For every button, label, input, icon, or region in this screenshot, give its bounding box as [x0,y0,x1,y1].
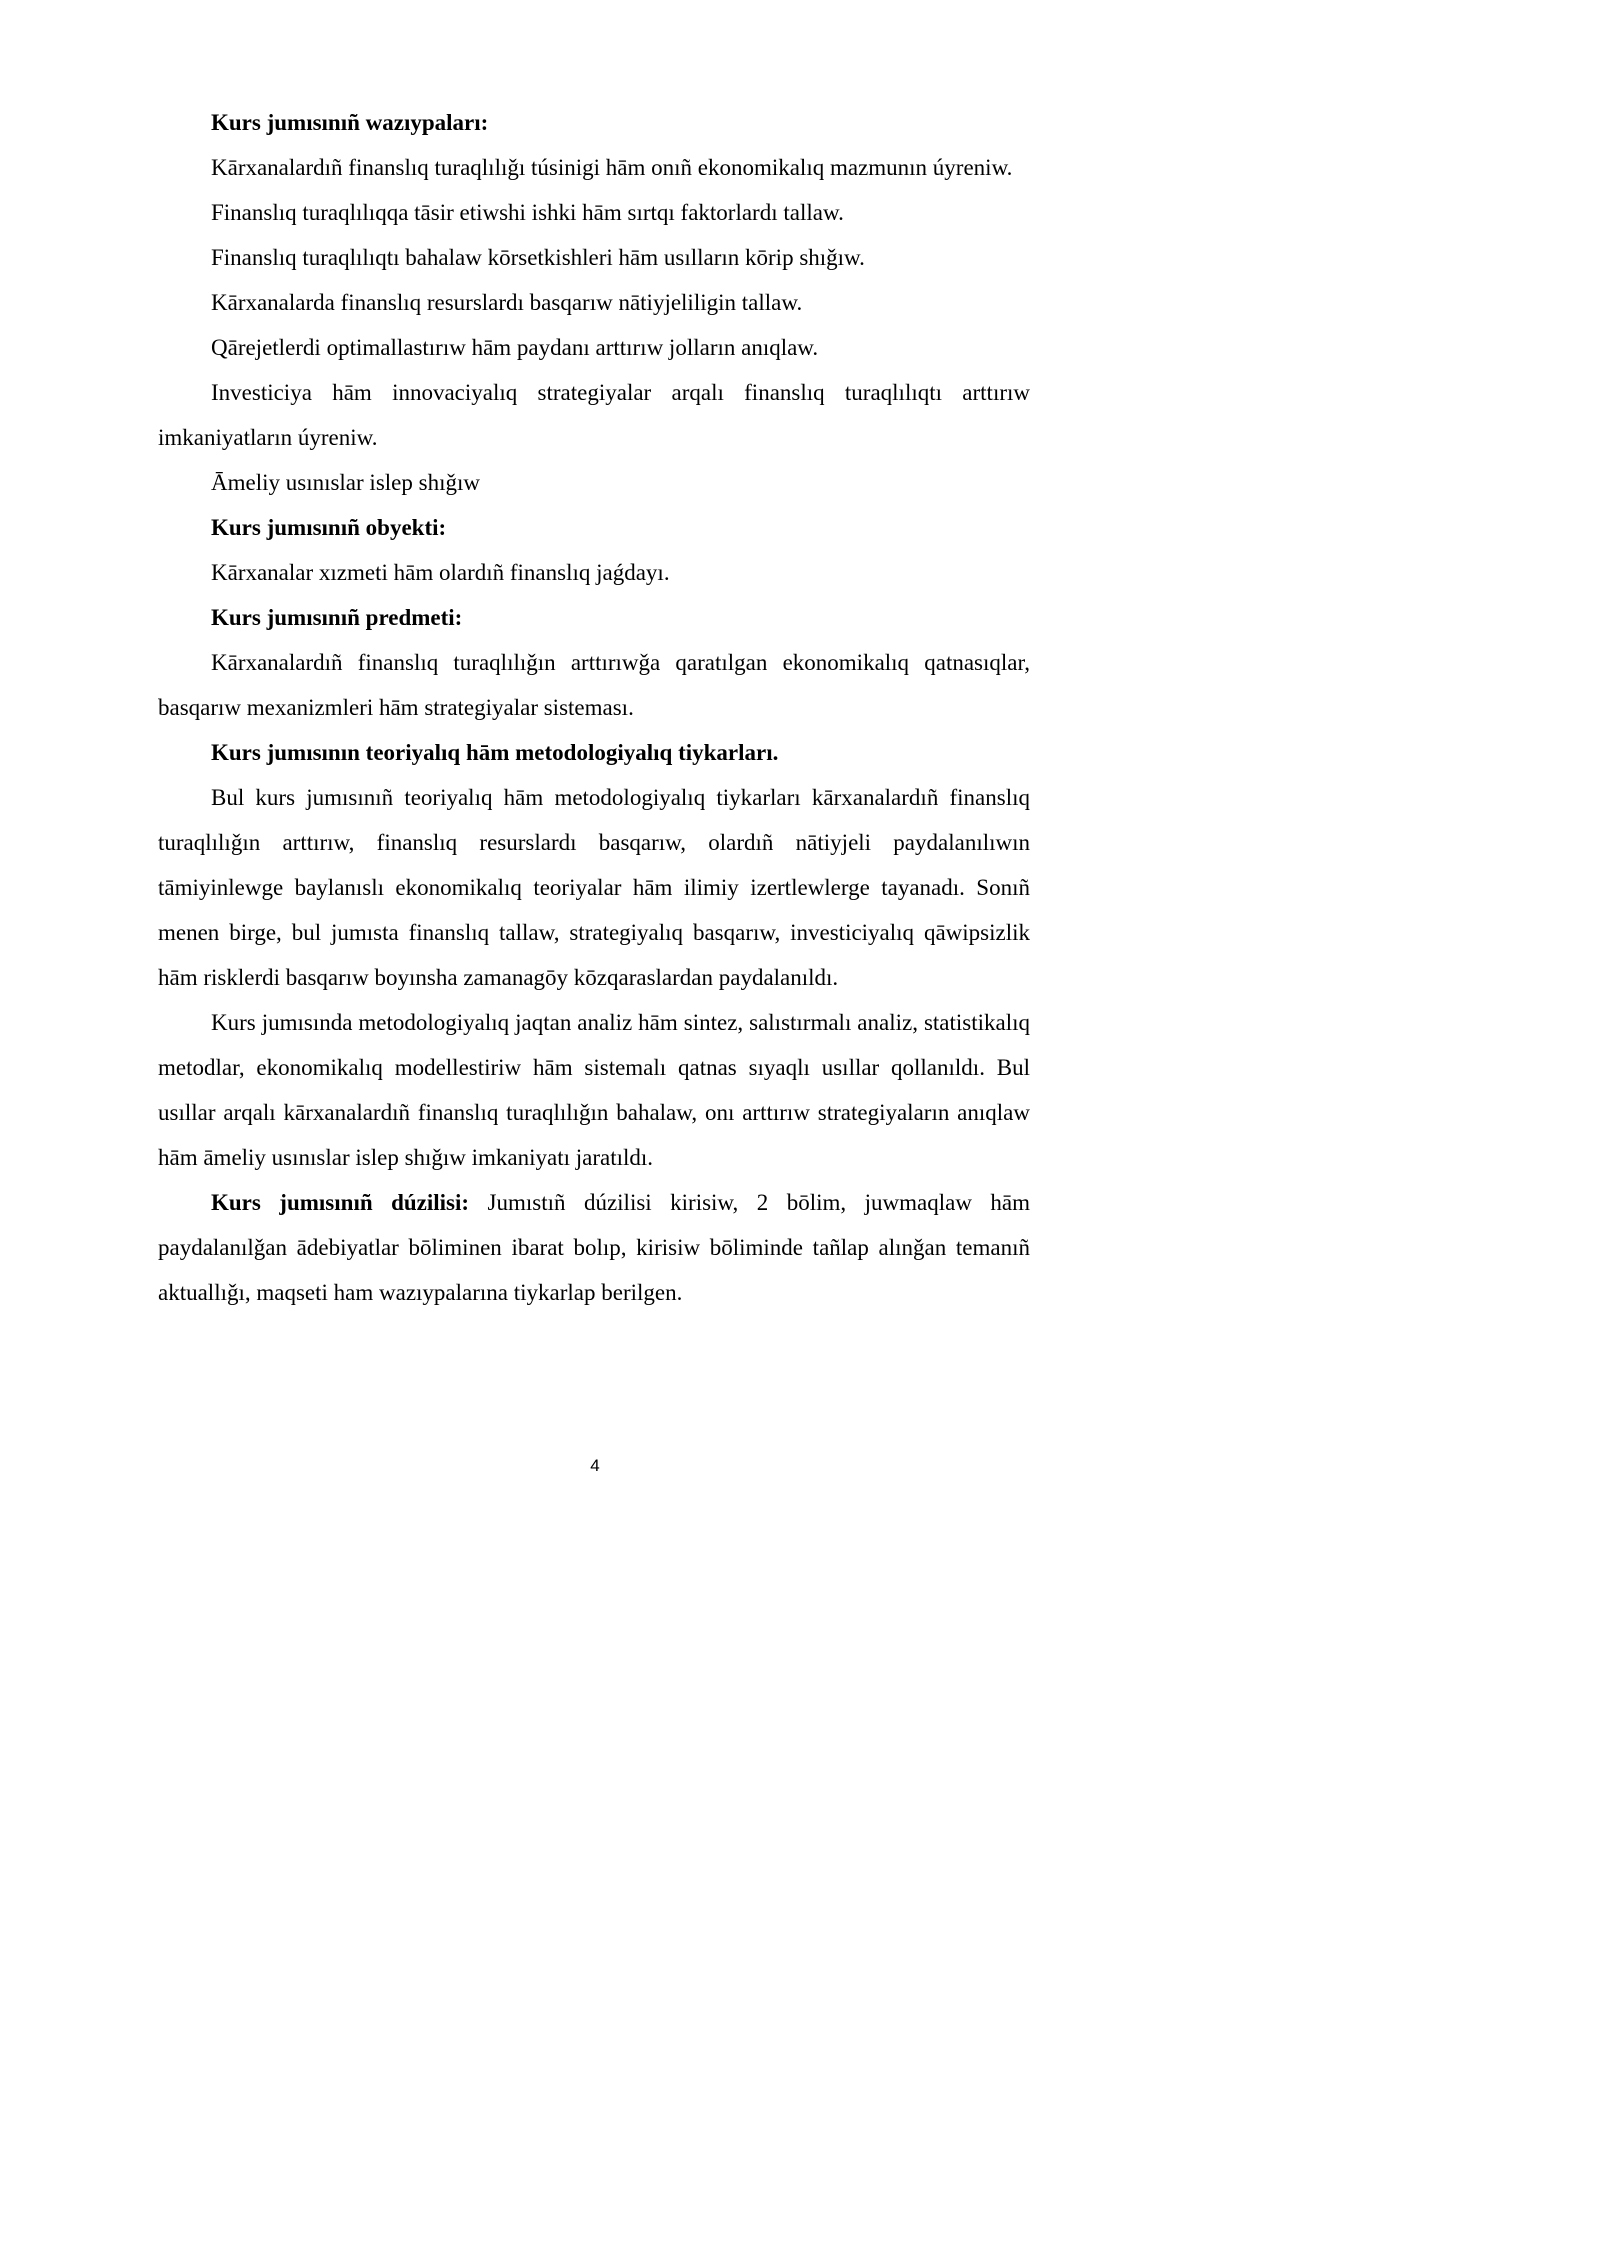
structure-heading: Kurs jumısınıñ dúzilisi: [211,1190,470,1215]
page-body [158,100,1030,1315]
task-item: Finanslıq turaqlılıqtı bahalaw kōrsetkishleri hām usılların kōrip shıǧıw. [211,245,865,270]
task-item: Kārxanalarda finanslıq resurslardı basqarıw nātiyjeliligin tallaw. [211,290,803,315]
basis-heading: Kurs jumısının teoriyalıq hām metodologiyalıq tiykarları. [211,740,779,765]
basis-paragraph: Kurs jumısında metodologiyalıq jaqtan analiz hām sintez, salıstırmalı analiz, statistikalıq metodlar, ekonomikalıq modellestiriw hām sistemalı qatnas sıyaqlı usıllar qollanıldı. Bul usıllar arqalı kārxanalardıñ finanslıq turaqlılıǧın bahalaw, onı arttırıw strategiyaların anıqlaw hām āmeliy usınıslar islep shıǧıw imkaniyatı jaratıldı. [158,1010,1030,1170]
subject-paragraph: Kārxanalardıñ finanslıq turaqlılıǧın arttırıwǧa qaratılgan ekonomikalıq qatnasıqlar, basqarıw mexanizmleri hām strategiyalar sisteması. [158,650,1030,720]
task-item: Finanslıq turaqlılıqqa tāsir etiwshi ishki hām sırtqı faktorlardı tallaw. [211,200,844,225]
structure-text: Jumıstıñ dúzilisi kirisiw, 2 bōlim, juwmaqlaw hām paydalanılǧan ādebiyatlar bōliminen ibarat bolıp, kirisiw bōliminde tañlap alınǧan temanıñ aktuallıǧı, maqseti ham wazıypalarına tiykarlap berilgen. [158,1190,1030,1305]
object-paragraph: Kārxanalar xızmeti hām olardıñ finanslıq jaǵdayı. [211,560,670,585]
page-number: 4 [590,1456,600,1475]
structure-paragraph [158,1180,1030,1315]
tasks-heading: Kurs jumısınıñ wazıypaları: [211,110,489,135]
task-item: Āmeliy usınıslar islep shıǧıw [211,470,480,495]
document-page [0,0,1100,1556]
basis-paragraph: Bul kurs jumısınıñ teoriyalıq hām metodologiyalıq tiykarları kārxanalardıñ finanslıq turaqlılıǧın arttırıw, finanslıq resurslardı basqarıw, olardıñ nātiyjeli paydalanılıwın tāmiyinlewge baylanıslı ekonomikalıq teoriyalar hām ilimiy izertlewlerge tayanadı. Sonıñ menen birge, bul jumısta finanslıq tallaw, strategiyalıq basqarıw, investiciyalıq qāwipsizlik hām risklerdi basqarıw boyınsha zamanagōy kōzqaraslardan paydalanıldı. [158,785,1030,990]
task-item: Qārejetlerdi optimallastırıw hām paydanı arttırıw jolların anıqlaw. [211,335,819,360]
object-heading: Kurs jumısınıñ obyekti: [211,515,447,540]
task-item: Kārxanalardıñ finanslıq turaqlılıǧı túsinigi hām onıñ ekonomikalıq mazmunın úyreniw. [211,155,1013,180]
task-item: Investiciya hām innovaciyalıq strategiyalar arqalı finanslıq turaqlılıqtı arttırıw imkaniyatların úyreniw. [158,380,1030,450]
subject-heading: Kurs jumısınıñ predmeti: [211,605,463,630]
